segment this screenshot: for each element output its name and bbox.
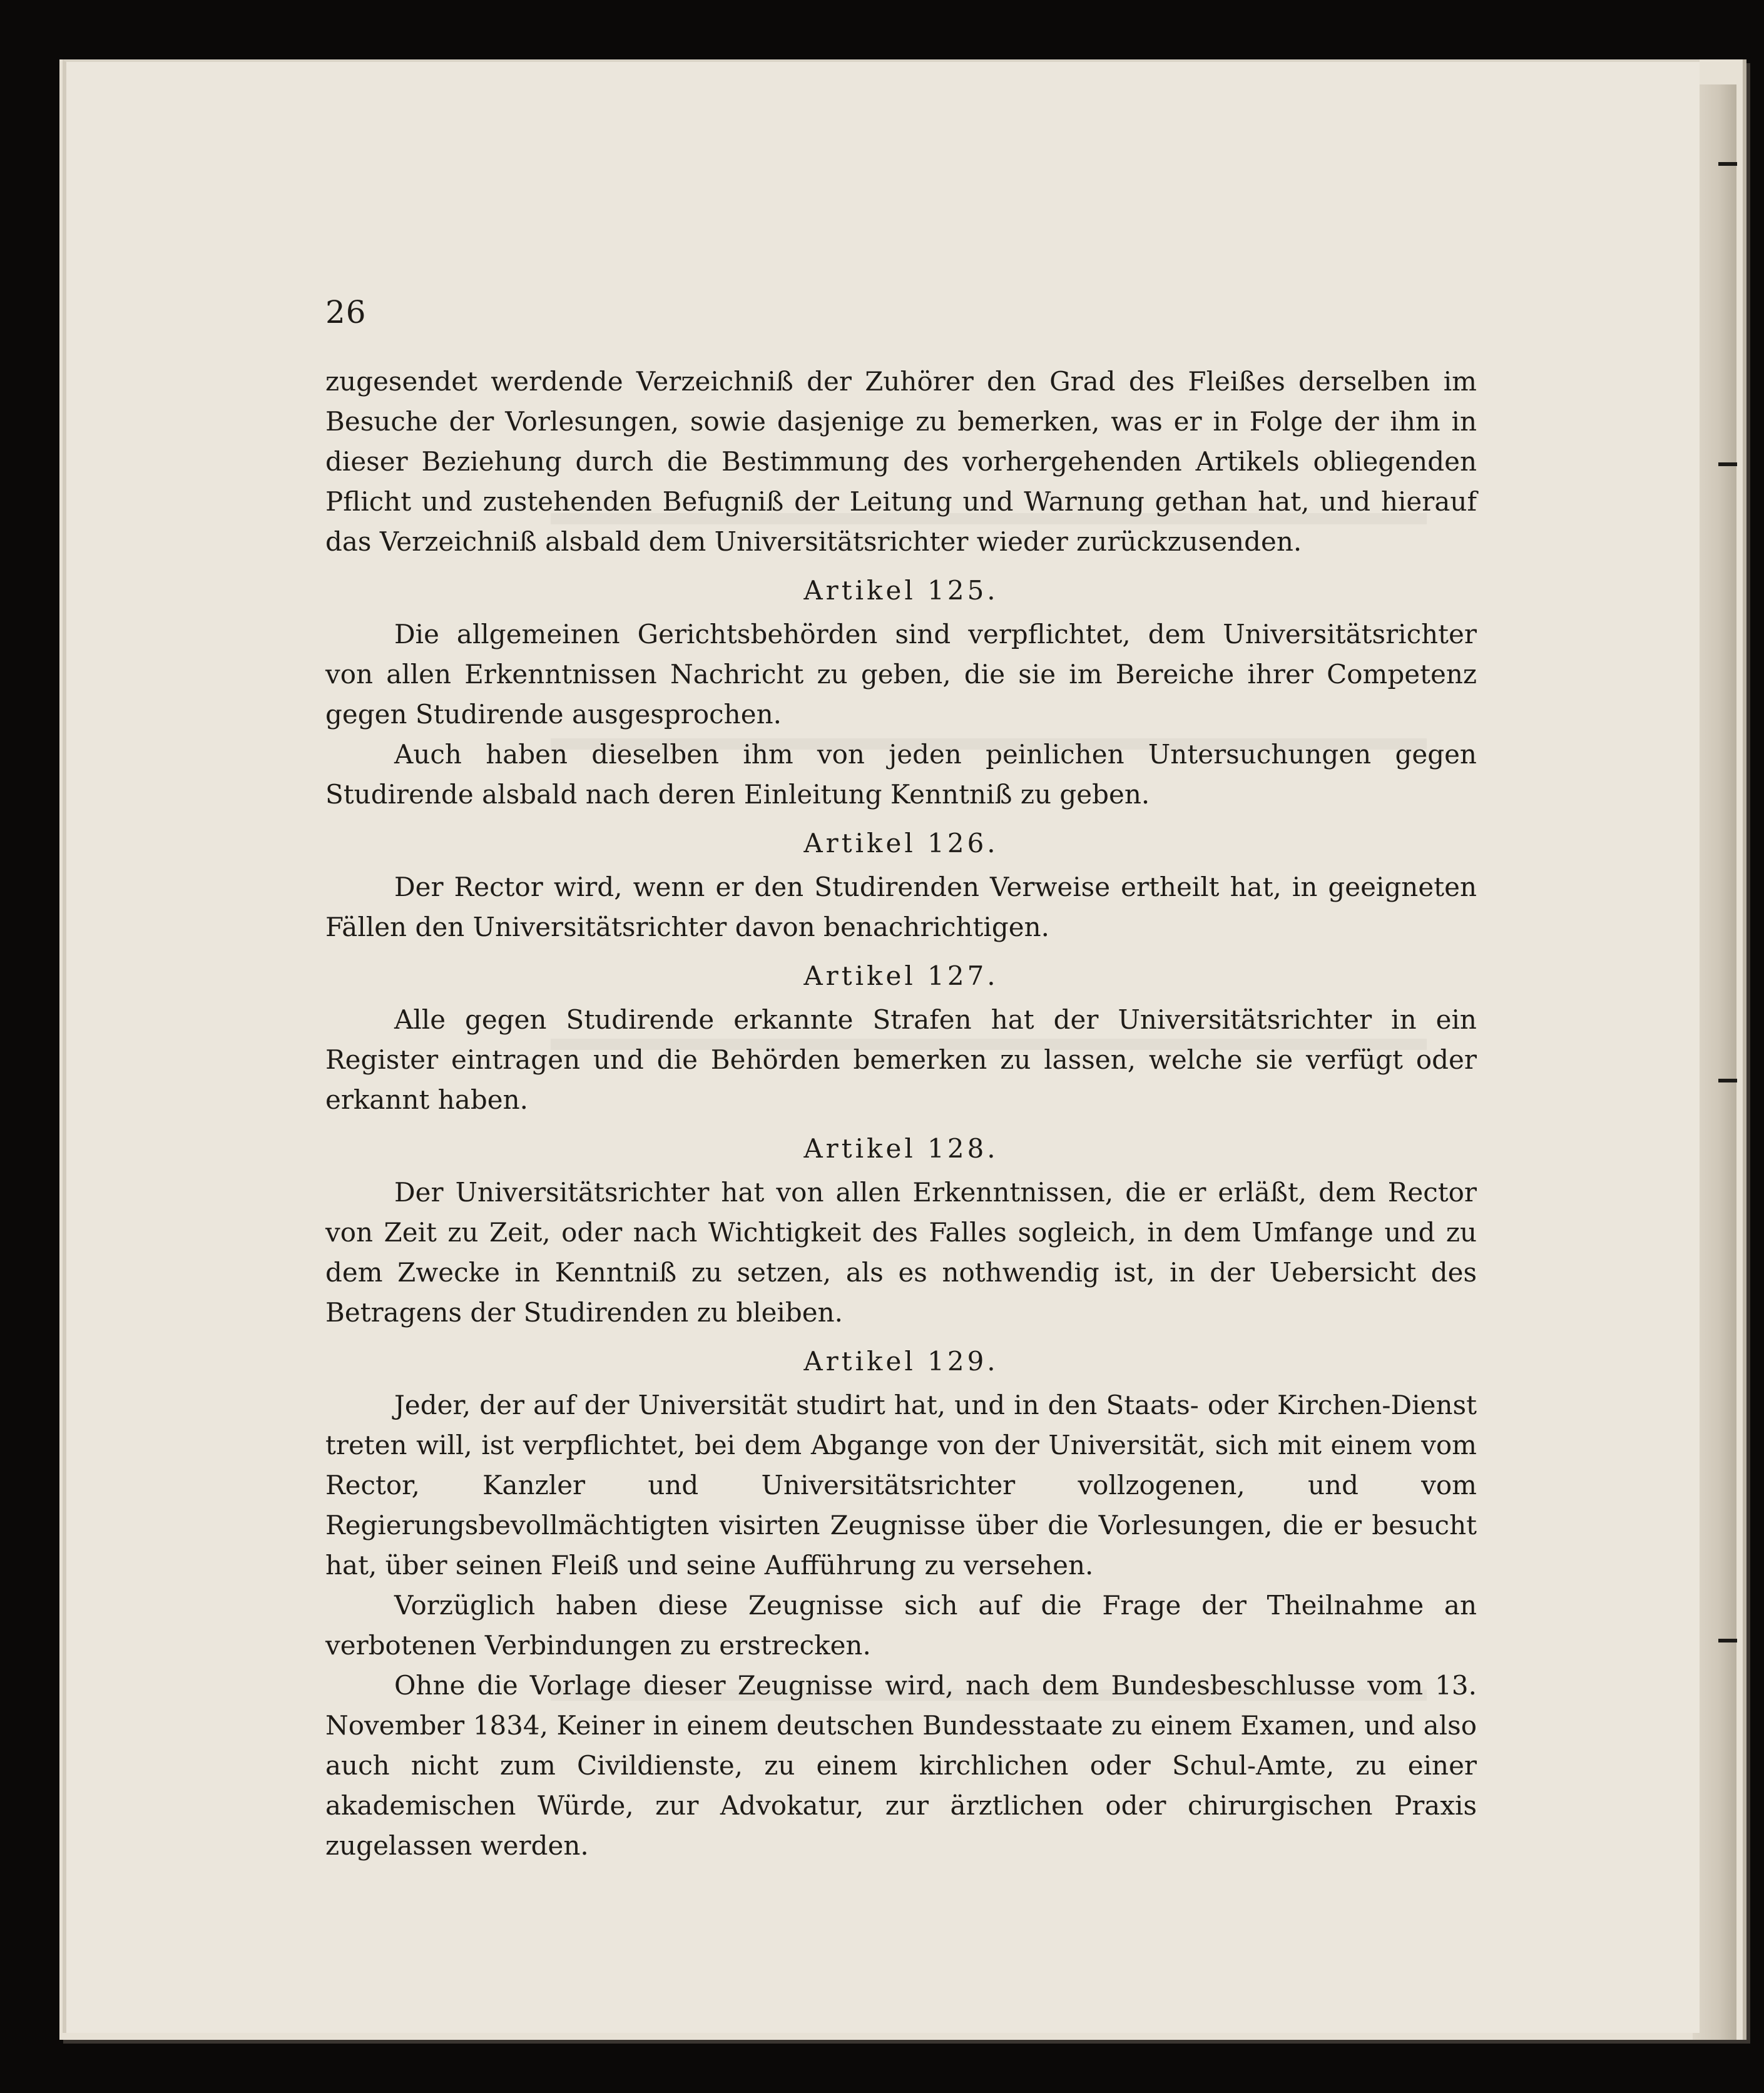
article-paragraph: Ohne die Vorlage dieser Zeugnisse wird, nach dem Bundesbeschlusse vom 13. November 1834, Keiner in einem deutschen Bundesstaate zu einem Examen, und also auch nicht zum Civildienste, zu einem kirchlichen oder Schul-Amte, zu einer akademischen Würde, zur Advokatur, zur ärztlichen oder chirurgischen Praxis zugelassen werden. <box>325 1670 1477 1861</box>
article-heading: Artikel 125. <box>803 575 999 606</box>
intro-paragraph: zugesendet werdende Verzeichniß der Zuhörer den Grad des Fleißes derselben im Besuche der Vorlesungen, sowie dasjenige zu bemerken, was er in Folge der ihm in dieser Beziehung durch die Bestimmung des vorhergehenden Artikels obliegenden Pflicht und zustehenden Befugniß der Leitung und Warnung gethan hat, und hierauf das Verzeichniß alsbald dem Universitätsrichter wieder zurückzusenden. <box>325 366 1477 557</box>
page-marker <box>1718 462 1737 466</box>
article-paragraph: Der Rector wird, wenn er den Studirenden Verweise ertheilt hat, in geeigneten Fällen den Universitätsrichter davon benachrichtigen. <box>325 872 1477 942</box>
article-heading: Artikel 126. <box>803 828 999 858</box>
page-marker <box>1718 1079 1737 1082</box>
article-paragraph: Jeder, der auf der Universität studirt hat, und in den Staats- oder Kirchen-Dienst treten will, ist verpflichtet, bei dem Abgange von der Universität, sich mit einem vom Rector, Kanzler und Universitätsrichter vollzogenen, und vom Regierungsbevollmächtigten visirten Zeugnisse über die Vorlesungen, die er besucht hat, über seinen Fleiß und seine Aufführung zu versehen. <box>325 1390 1477 1581</box>
article-127 <box>325 956 1477 1120</box>
article-paragraph: Auch haben dieselben ihm von jeden peinlichen Untersuchungen gegen Studirende alsbald nach deren Einleitung Kenntniß zu geben. <box>325 739 1477 810</box>
article-paragraph: Alle gegen Studirende erkannte Strafen hat der Universitätsrichter in ein Register eintragen und die Behörden bemerken zu lassen, welche sie verfügt oder erkannt haben. <box>325 1004 1477 1115</box>
article-125 <box>325 571 1477 815</box>
article-126 <box>325 823 1477 947</box>
article-paragraph: Der Universitätsrichter hat von allen Erkenntnissen, die er erläßt, dem Rector von Zeit zu Zeit, oder nach Wichtigkeit des Falles sogleich, in dem Umfange und zu dem Zwecke in Kenntniß zu setzen, als es nothwendig ist, in der Uebersicht des Betragens der Studirenden zu bleiben. <box>325 1177 1477 1328</box>
page-number: 26 <box>325 294 367 330</box>
page-marker <box>1718 1639 1737 1642</box>
article-heading: Artikel 129. <box>803 1346 999 1377</box>
page-content <box>325 294 1477 1866</box>
article-heading: Artikel 128. <box>803 1133 999 1164</box>
article-paragraph: Vorzüglich haben diese Zeugnisse sich auf die Frage der Theilnahme an verbotenen Verbindungen zu erstrecken. <box>325 1590 1477 1661</box>
article-paragraph: Die allgemeinen Gerichtsbehörden sind verpflichtet, dem Universitätsrichter von allen Erkenntnissen Nachricht zu geben, die sie im Bereiche ihrer Competenz gegen Studirende ausgesprochen. <box>325 619 1477 730</box>
article-129 <box>325 1342 1477 1866</box>
article-128 <box>325 1129 1477 1333</box>
page-marker <box>1718 162 1737 166</box>
article-heading: Artikel 127. <box>803 960 999 991</box>
